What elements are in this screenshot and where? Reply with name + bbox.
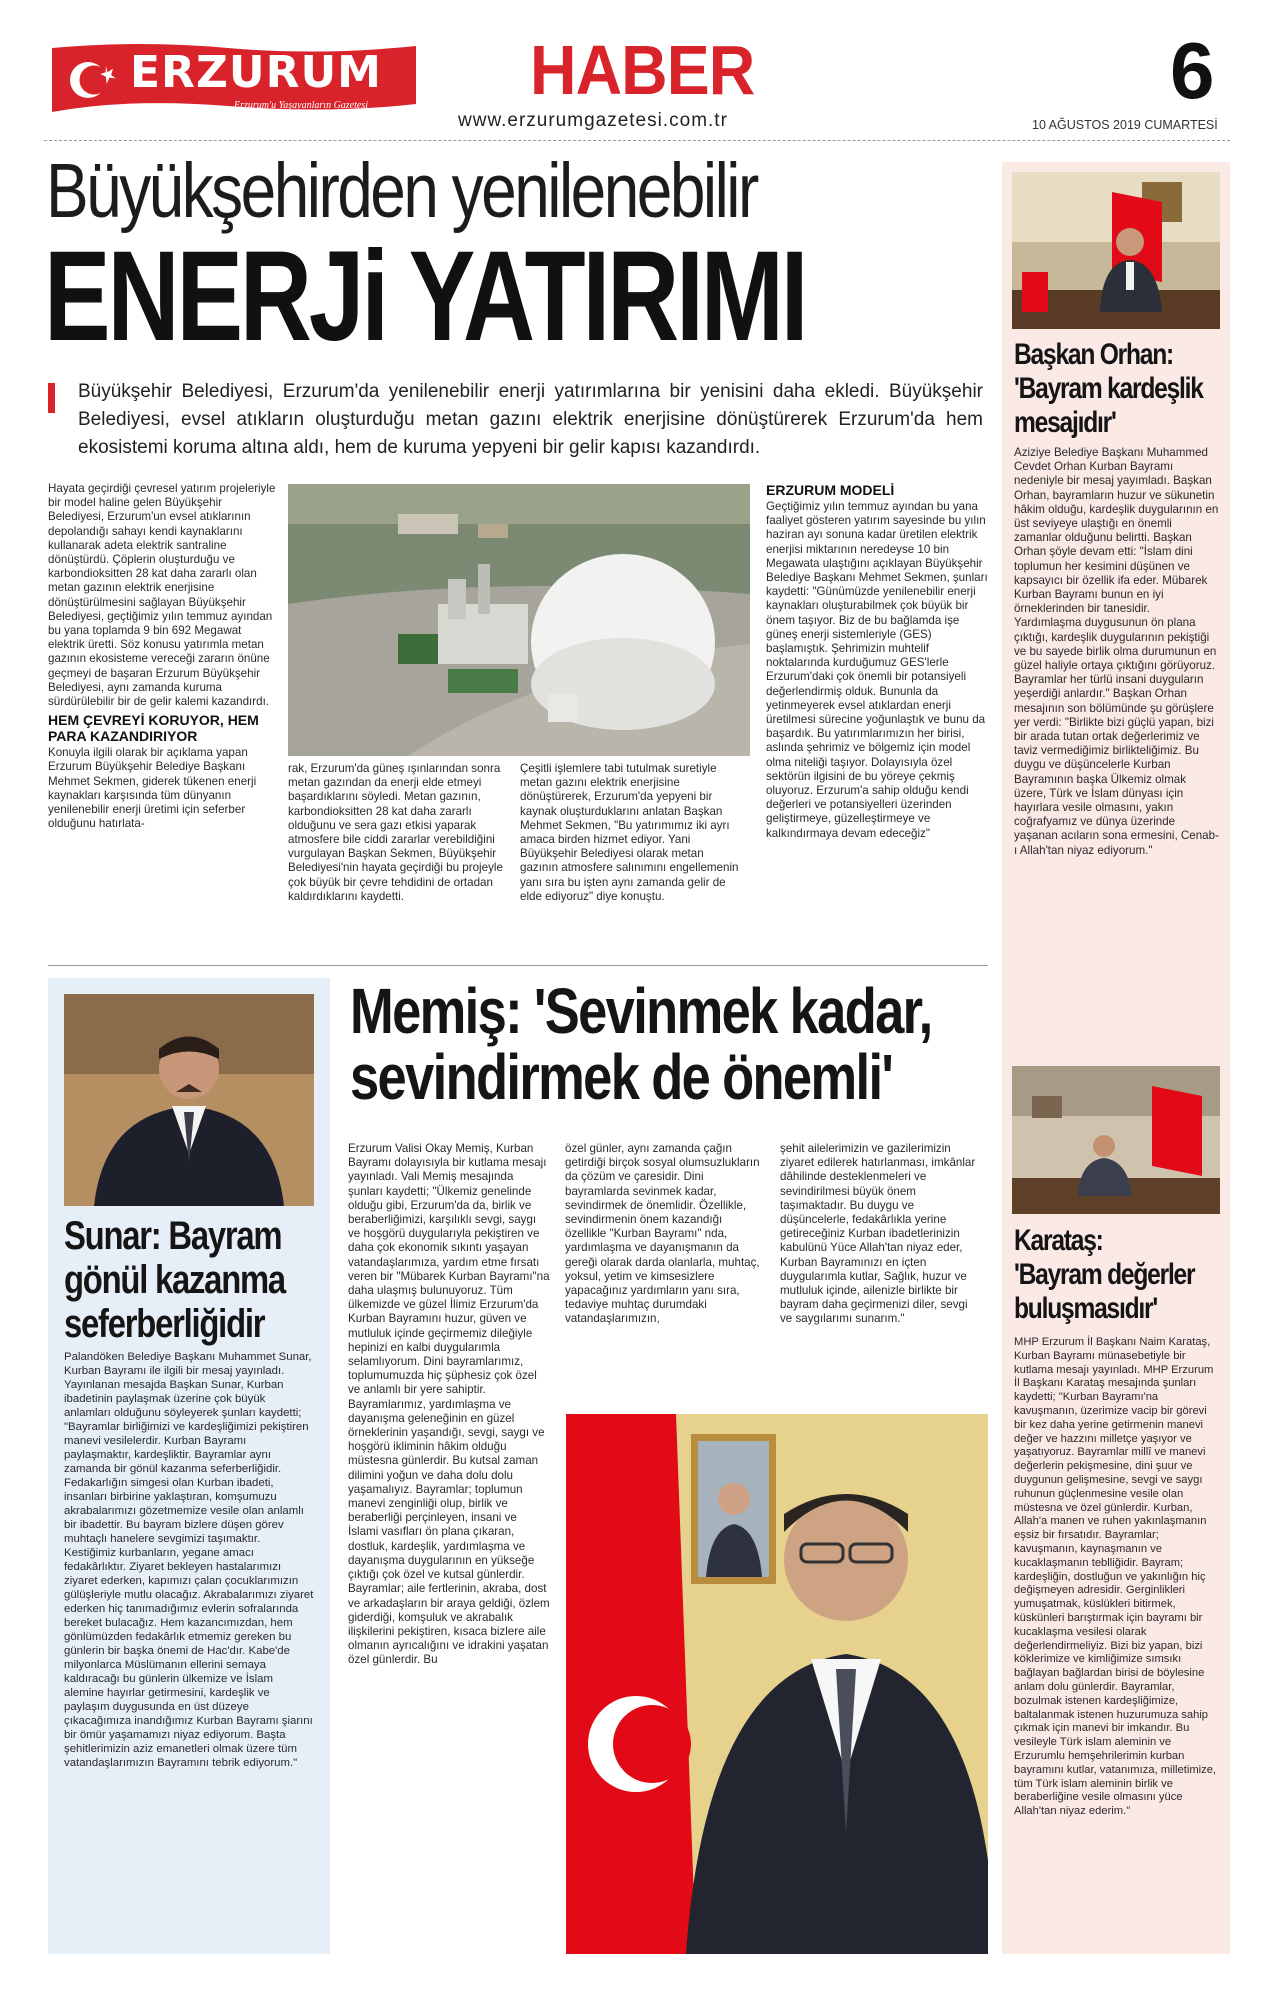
lead-col4-subhead: ERZURUM MODELİ: [766, 482, 895, 498]
memis-col1: Erzurum Valisi Okay Memiş, Kurban Bayramı dolayısıyla bir kutlama mesajı yayınladı. Vali Memiş mesajında şunları kaydetti; "Ülkemiz genelinde olduğu gibi, Erzurum'da da, birlik ve beraberliğimizi, karşılıklı sevgi, saygı ve hoşgörü duygularıyla pekiştiren ve daha çok ekonomik sıkıntı yaşayan vatandaşlarımıza, yardım etme fırsatı veren bir "Mübarek Kurban Bayramı"na daha ulaşmış bulunuyoruz. Tüm ülkemizde ve güzel İlimiz Erzurum'da Kurban Bayramını huzur, güven ve mutluluk içinde geçirmemiz dileğiyle hepinizi en kalbi duygularımla selamlıyorum. Dini bayramlarımız, toplumumuzda hiç şüphesiz çok özel ve anlamlı bir yere sahiptir. Bayramlarımız, yardımlaşma ve dayanışma geleneğinin en güzel örneklerinin yaşandığı, sevgi, saygı ve hoşgörü ikliminin hâkim olduğu müstesna günlerdir. Bu kutsal zaman dilimini yoğun ve daha dolu dolu yaşamalıyız. Bayramlar; toplumun manevi zenginliği olup, birlik ve beraberliği perçinleyen, insani ve İslami vasıfları ön plana çıkaran, dostluk, kardeşlik, yardımlaşma ve dayanışma duygularının en yükseğe çıktığı çok özel ve kutsal günlerdir. Bayramlar; aile fertlerinin, akraba, dost ve arkadaşların bir araya geldiği, özlem giderdiği, komşuluk ve akrabalık ilişkilerini pekiştiren, kısaca bizlere aile olmanın ayrıcalığını ve idrakini yaşatan özel günlerdir. Bu: [348, 1142, 550, 1667]
lead-col4-text: Geçtiğimiz yılın temmuz ayından bu yana faaliyet gösteren yatırım sayesinde bu yılın haziran ayı sonuna kadar üretilen elektrik enerjisi miktarının neredeyse 10 bin Megawata ulaştığını açıklayan Büyükşehir Belediye Başkanı Mehmet Sekmen, şunları kaydetti: "Günümüzde yenilenebilir enerji kaynakları oluşturabilmek çok büyük bir önem taşıyor. Biz de bu bağlamda işe güneş enerji sistemleriyle (GES) başlamıştık. Şehrimizin muhtelif noktalarında kurduğumuz GES'lerle Erzurum'daki çok önemli bir potansiyeli değerlendirmiş olduk. Bununla da yetinmeyerek evsel atıklardan enerji üretilmesi sürecine yoğunlaştık ve bunu da başardık. Bu yatırımlarımızın her birisi, aslında şehrimiz ve bölgemiz için model olma niteliği taşıyor. Dolayısıyla özel sektörün ilgisini de bu yöreye çekmiş oluyoruz. Erzurum'a sahip olduğu kendi değerleri ve potansiyelleri üzerinden geliştirmeye, güzelleştirmeye ve kalkındırmaya devam edeceğiz": [766, 500, 988, 840]
lead-headline-big: ENERJi YATIRIMI: [44, 225, 806, 368]
lead-headline-top: Büyükşehirden yenilenebilir: [46, 148, 757, 234]
orhan-body: Aziziye Belediye Başkanı Muhammed Cevdet Orhan Kurban Bayramı nedeniyle bir mesaj yayımladı. Başkan Orhan, bayramların huzur ve sükunetin hâkim olduğu, kardeşlik duygularının en üst seviyeye ulaştığı en önemli zamanlar olduğunu belirtti. Başkan Orhan şöyle devam etti: "İslam dini toplumun her kesimini düşünen ve kapsayıcı bir özellik ifa eder. Mübarek Kurban Bayramı bunun en iyi örneklerinden bir tanesidir. Yardımlaşma duygusunun ön plana çıktığı, kardeşlik duygularının pekiştiği ve bu sayede birlik olma durumunun en güzel haliyle ortaya çıktığını görüyoruz. Bayramlar her türlü insani duyguların yeşerdiği anlardır." Başkan Orhan mesajının son bölümünde şu görüşlere yer verdi: "Birlikte bizi güçlü yapan, bizi bir arada tutan ortak değerlerimiz ve taviz vermediğimiz birlikteliğimiz. Bu duygu ve düşüncelerle Kurban Bayramının başka Ülkemiz olmak üzere, Türk ve İslam dünyası için hayırlara vesile olmasını, yakın coğrafyamız ve dünya üzerinde yaşanan acıların sona ermesini, Cenab-ı Allah'tan niyaz ediyorum.": [1014, 446, 1219, 857]
section-title: HABER: [530, 31, 755, 109]
lead-intro-bar: [48, 383, 55, 413]
orhan-headline-1: Başkan Orhan:: [1014, 338, 1174, 371]
methane-plant-photo: [288, 484, 750, 756]
lead-col1-text-b: Konuyla ilgili olarak bir açıklama yapan Erzurum Büyükşehir Belediye Başkanı Mehmet Sekmen, giderek tükenen enerji kaynakları karşısında tüm dünyanın yenilenebilir enerji üretimi için seferber olduğunu hatırlata-: [48, 746, 257, 831]
masthead-rule: [44, 140, 1230, 141]
karatas-headline-2: 'Bayram değerler buluşmasıdır': [1014, 1258, 1195, 1325]
sunar-photo: [64, 994, 314, 1206]
lead-col2: rak, Erzurum'da güneş ışınlarından sonra metan gazından da enerji elde etmeyi başardıklarını söyledi. Metan gazının, karbondioksitten 28 kat daha zararlı olduğunu ve sera gazı etkisi yaparak atmosfere bile ciddi zararlar verebildiğini vurgulayan Başkan Sekmen, Büyükşehir Belediyesi'nin hayata geçirdiği bu projeyle çok büyük bir çevre tehdidini de ortadan kaldırdıklarını kaydetti.: [288, 762, 503, 903]
logo-tagline: Erzurum'u Yaşayanların Gazetesi: [234, 100, 369, 111]
karatas-photo: [1012, 1066, 1220, 1214]
erzurum-logo: [48, 42, 420, 120]
lead-col1: [48, 482, 276, 831]
memis-col3: şehit ailelerimizin ve gazilerimizin ziyaret edilerek hatırlanması, imkânlar dâhilinde desteklenmeleri ve sevindirilmesi büyük önem taşımaktadır. Bu duygu ve düşüncelerle, fedakârlıkla yerine getireceğiniz Kurban ibadetlerinizin kabulünü Yüce Allah'tan niyaz eder, Kurban Bayramınızı en içten duygularımla kutlar, Sağlık, huzur ve mutluluk içinde, ailenizle birlikte bir bayram daha geçirmenizi diler, sevgi ve saygılarımı sunarım.": [780, 1142, 976, 1326]
memis-photo: [566, 1414, 988, 1954]
masthead: [0, 0, 1275, 140]
lead-col4: [766, 482, 988, 841]
logo-text: ERZURUM: [130, 47, 382, 98]
karatas-body: MHP Erzurum İl Başkanı Naim Karataş, Kurban Bayramı münasebetiyle bir kutlama mesajı yayınladı. MHP Erzurum İl Başkanı Karataş mesajında şunları kaydetti; "Kurban Bayramı'na kavuşmanın, üzerimize vacip bir görevi bir kez daha yerine getirmenin manevi değer ve hazzını milletçe yaşıyor ve yaşatıyoruz. Bayramlar millî ve manevi değerlerin pekişmesine, dini şuur ve duygunun gelişmesine, sevgi ve saygı ruhunun güçlenmesine vesile olan müstesna ve özel günlerdir. Kurban, Allah'a manen ve ruhen yakınlaşmanın eşsiz bir fırsatıdır. Bayramlar; kavuşmanın, kaynaşmanın ve kucaklaşmanın teblliğidir. Bayram; kardeşliğin, dostluğun ve yakınlığın hiç değişmeyen adresidir. Gerginlikleri yumuşatmak, küslükleri bitirmek, küskünleri barıştırmak için bayramı bir kucaklaşma vesilesi olarak değerlendirmeliyiz. Bizi biz yapan, bizi köklerimize ve kimliğimize sımsıkı bağlayan bağlardan birisi de böylesine anlam dolu günlerdir. Bayramlar, bozulmak istenen kardeşliğimize, baltalanmak istenen huzurumuza sahip çıkmak için manevi bir imkandır. Bu vesileyle Türk islam aleminin ve Erzurumlu hemşehrilerimin kurban bayramını kutlar, vatanımıza, milletimize, tüm Türk islam aleminin birlik ve beraberliğine vesile olmasını yüce Allah'tan niyaz ederim.": [1014, 1336, 1217, 1818]
lead-col1-text: Hayata geçirdiği çevresel yatırım projeleriyle bir model haline gelen Büyükşehir Belediyesi, Erzurum'un evsel atıklarının depolandığı sahayı kendi kaynaklarını kullanarak adeta elektrik santraline dönüştürdü. Çöplerin oluşturduğu ve karbondioksitten 28 kat daha zararlı olan metan gazının elektrik enerjisine dönüştürülmesini sağlayan Büyükşehir Belediyesi, geçtiğimiz yılın temmuz ayından bu yana toplamda 9 bin 692 Megawat elektrik üretti. Söz konusu yatırımla metan gazının ekosisteme vereceği zararın önüne geçmeyi de başaran Erzurum Büyükşehir Belediyesi, aynı zamanda kuruma sürdürülebilir bir de gelir kalemi kazandırdı.: [48, 482, 276, 709]
page-number: 6: [1170, 26, 1215, 115]
karatas-headline-1: Karataş:: [1014, 1224, 1103, 1257]
orhan-headline-2: 'Bayram kardeşlik mesajıdır': [1014, 372, 1203, 439]
lead-col1-subhead: HEM ÇEVREYİ KORUYOR, HEM PARA KAZANDIRIYOR: [48, 712, 259, 745]
sunar-headline: Sunar: Bayram gönül kazanma seferberliğidir: [64, 1214, 285, 1346]
memis-col2: özel günler, aynı zamanda çağın getirdiği birçok sosyal olumsuzlukların da çözüm ve çaresidir. Dini bayramlarda sevinmek kadar, sevindirmek de önemlidir. Özellikle, sevindirmenin önem kazandığı özellikle "Kurban Bayramı" nda, yardımlaşma ve dayanışmanın da gereği olarak darda olanlarla, muhtaç, yoksul, yetim ve kimsesizlere yapacağınız yardımların yanı sıra, tedaviye muhtaç durumdaki vatandaşlarımızın,: [565, 1142, 760, 1326]
lead-col3: Çeşitli işlemlere tabi tutulmak suretiyle metan gazını elektrik enerjisine dönüştürerek, Erzurum'da yepyeni bir kaynak oluşturduklarını anlatan Başkan Mehmet Sekmen, "Bu yatırımımız iki ayrı amaca birden hizmet ediyor. Yani Büyükşehir Belediyesi olarak metan gazının atmosfere salınımını engellemenin yanı sıra bu işten aynı zamanda gelir de elde ediyoruz" diye konuştu.: [520, 762, 739, 903]
memis-headline: Memiş: 'Sevinmek kadar, sevindirmek de önemli': [350, 975, 932, 1113]
sunar-body: Palandöken Belediye Başkanı Muhammet Sunar, Kurban Bayramı ile ilgili bir mesaj yayınladı. Yayınlanan mesajda Başkan Sunar, Kurban ibadetinin paylaşmak üzerine çok büyük anlamları olduğunu söyleyerek şunları kaydetti; "Bayramlar birliğimizi ve kardeşliğimizi pekiştiren manevi vesilelerdir. Kurban Bayramı paylaşmaktır, kardeşliktir. Bayramlar aynı zamanda bir gönül kazanma seferberliğidir. Fedakarlığın simgesi olan Kurban ibadeti, insanları birbirine yaklaştıran, komşumuzu akrabalarımızı gözetmemize vesile olan anlamlı bir ibadettir. Bu bayram bizlere düşen görev muhtaçlı hanelere sevgimizi taşımaktır. Kestiğimiz kurbanların, yegane amacı fedakârlıktır. Ziyaret bekleyen hastalarımızı ziyaret ederken, kapımızı çalan çocuklarımızın gülüşleriyle mutlu olacağız. Akrabalarımızı ziyaret ederken hiç tanımadığımız evlerin sofralarında bereket bulacağız. Hem kazancımızdan, hem gönlümüzden fedakârlık etmemiz gereken bu günlerin bir başka önemi de Hac'dır. Kabe'de milyonlarca Müslümanın ellerini semaya kaldıracağı bu günlerin ülkemize ve İslam alemine hayırlar getirmesini, kardeşlik ve paylaşım duygusunda en üst düzeye çıkacağımıza inandığımız Kurban Bayramı şiarını bir ömür yaşamamızı niyaz ediyorum. Başta şehitlerimizin aziz emanetleri olmak üzere tüm vatandaşlarımızın Bayramını tebrik ediyorum.": [64, 1351, 314, 1769]
section-divider: [48, 965, 988, 966]
website[interactable]: www.erzurumgazetesi.com.tr: [458, 110, 728, 131]
orhan-photo: [1012, 172, 1220, 329]
issue-date: 10 AĞUSTOS 2019 CUMARTESİ: [1032, 118, 1218, 132]
lead-intro: Büyükşehir Belediyesi, Erzurum'da yenilenebilir enerji yatırımlarına bir yenisini daha ekledi. Büyükşehir Belediyesi, evsel atıkların oluşturduğu metan gazını elektrik enerjisine dönüştürerek Erzurum'da hem ekosistemi koruma altına aldı, hem de kuruma yepyeni bir gelir kapısı kazandırdı.: [78, 381, 983, 458]
